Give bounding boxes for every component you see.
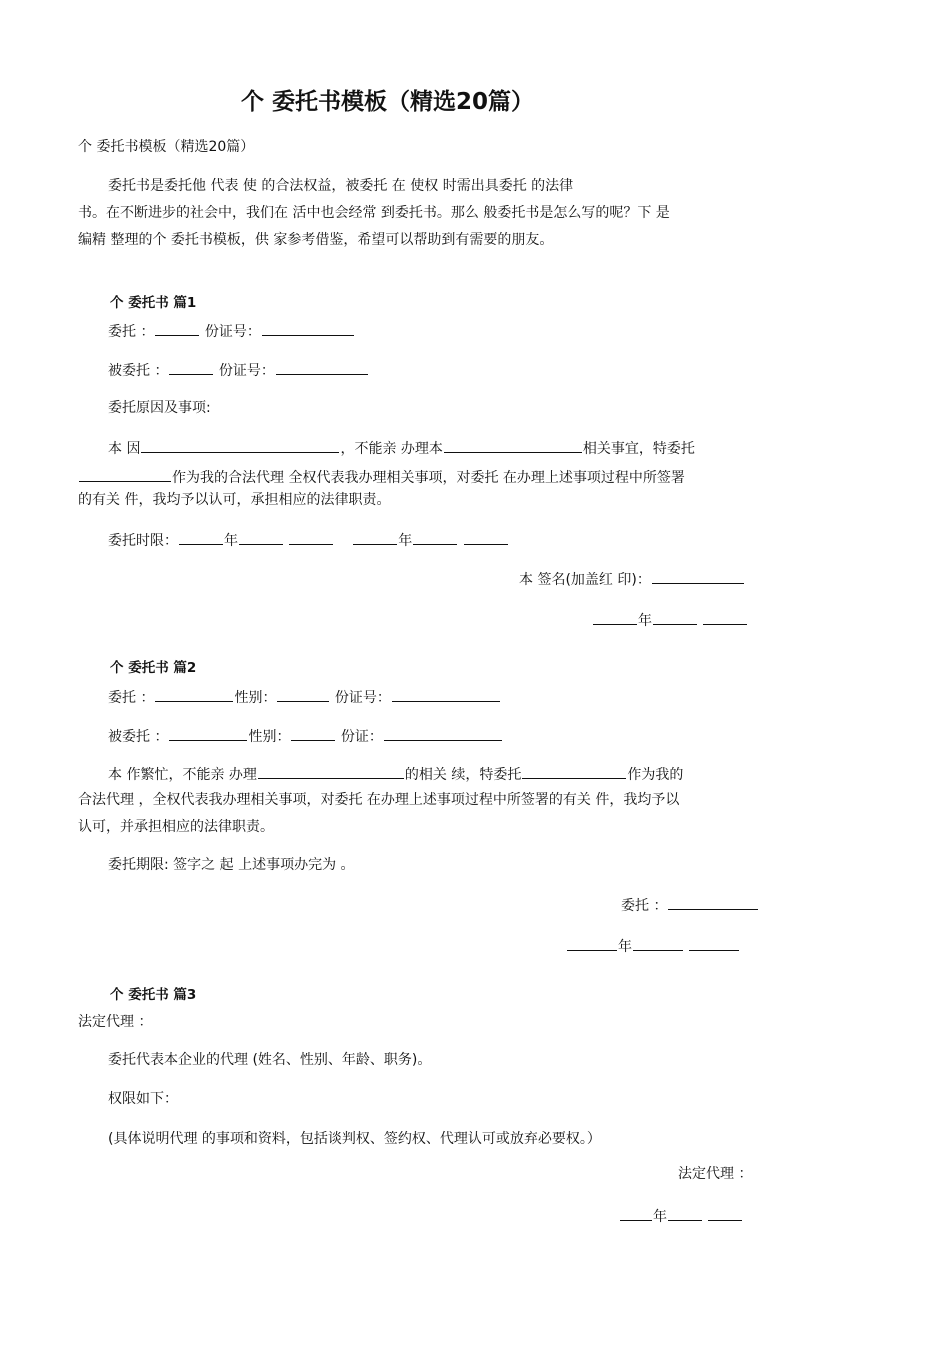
s1-principal-blank — [155, 321, 199, 336]
s1-agent-row — [108, 360, 369, 380]
s1-matter-blank — [444, 438, 582, 453]
s1-agent-label: 被委托 ： — [108, 363, 169, 379]
s2-agent-gender-blank — [291, 726, 335, 741]
s2-body-line-3: 认可，并承担相应的法律职责。 — [78, 819, 274, 835]
s1-body-1a: 本 因 — [108, 441, 141, 457]
s2-id-blank — [392, 687, 500, 702]
s1-reason-blank — [141, 438, 339, 453]
s1-body-line-1 — [108, 438, 695, 458]
s1-period-row — [108, 530, 509, 550]
section-1-heading: 个 委托书 篇1 — [110, 295, 197, 311]
s1-body-line-3: 的有关 件，我均予以认可，承担相应的法律职责。 — [78, 492, 391, 508]
s2-gender-blank — [277, 687, 329, 702]
s2-date-row — [566, 936, 740, 956]
s1-year-text: 年 — [224, 533, 238, 549]
s1-to-month-blank — [413, 530, 457, 545]
s3-date-month-blank — [668, 1206, 702, 1221]
s1-period-label: 委托时限： — [108, 533, 178, 549]
intro-line-3: 编精 整理的个 委托书模板，供 家参考借鉴，希望可以帮助到有需要的朋友。 — [78, 232, 554, 248]
s2-body-1c: 作为我的 — [627, 767, 684, 783]
s1-body-line-2 — [78, 467, 685, 487]
s2-body-1b: 的相关 续，特委托 — [404, 767, 522, 783]
s2-gender-label: 性别： — [234, 690, 277, 706]
s1-from-year-blank — [179, 530, 223, 545]
s1-sign-row — [519, 569, 745, 589]
s1-body-1c: 相关事宜，特委托 — [582, 441, 695, 457]
s1-sign-label: 本 签名(加盖红 印)： — [519, 572, 651, 588]
document-title: 个 委托书模板（精选20篇） — [241, 89, 535, 115]
s2-date-year-text: 年 — [618, 939, 632, 955]
s1-date-row — [592, 610, 748, 630]
s2-principal-blank — [155, 687, 233, 702]
s2-body-1a: 本 作繁忙，不能亲 办理 — [108, 767, 257, 783]
s1-sign-blank — [652, 569, 744, 584]
section-2-heading: 个 委托书 篇2 — [110, 660, 197, 676]
s3-date-row — [619, 1206, 743, 1226]
s2-id2-blank — [384, 726, 502, 741]
s3-legal-rep: 法定代理 ： — [78, 1014, 153, 1030]
s2-id2-label: 份证： — [336, 729, 383, 745]
s2-date-month-blank — [633, 936, 683, 951]
s1-body-1b: ，不能亲 办理本 — [340, 441, 443, 457]
s3-sign-label: 法定代理 ： — [678, 1166, 753, 1182]
s1-agent-name-blank — [79, 467, 171, 482]
s2-agent-label: 被委托 ： — [108, 729, 169, 745]
s2-agent-name-blank — [522, 764, 626, 779]
s3-date-year-text: 年 — [653, 1209, 667, 1225]
s2-principal-label: 委托 ： — [108, 690, 155, 706]
s1-date-year-text: 年 — [638, 613, 652, 629]
s1-to-day-blank — [464, 530, 508, 545]
s2-agent-gender-label: 性别： — [248, 729, 291, 745]
s1-date-year-blank — [593, 610, 637, 625]
s1-agent-blank — [169, 360, 213, 375]
intro-line-1: 委托书是委托他 代表 使 的合法权益，被委托 在 使权 时需出具委托 的法律 — [108, 178, 574, 194]
s2-id-label: 份证号： — [330, 690, 391, 706]
s1-reason-label: 委托原因及事项: — [108, 400, 211, 416]
s1-date-day-blank — [703, 610, 747, 625]
s1-from-month-blank — [239, 530, 283, 545]
s1-id-label: 份证号： — [200, 324, 261, 340]
s2-date-day-blank — [689, 936, 739, 951]
s3-date-day-blank — [708, 1206, 742, 1221]
s2-body-line-2: 合法代理 ，全权代表我办理相关事项，对委托 在办理上述事项过程中所签署的有关 件，我均予以 — [78, 792, 680, 808]
s2-agent-blank — [169, 726, 247, 741]
s1-to-year-blank — [353, 530, 397, 545]
s1-agent-id-blank — [276, 360, 368, 375]
s2-body-line-1 — [108, 764, 683, 784]
s2-period: 委托期限: 签字之 起 上述事项办完为 。 — [108, 857, 355, 873]
s2-sign-blank — [668, 895, 758, 910]
s2-date-year-blank — [567, 936, 617, 951]
s3-line-1: 委托代表本企业的代理 (姓名、性别、年龄、职务)。 — [108, 1052, 432, 1068]
s1-body-2: 作为我的合法代理 全权代表我办理相关事项，对委托 在办理上述事项过程中所签署 — [172, 470, 685, 486]
s3-date-year-blank — [620, 1206, 652, 1221]
s1-principal-label: 委托 ： — [108, 324, 155, 340]
s1-from-day-blank — [289, 530, 333, 545]
s2-principal-row — [108, 687, 501, 707]
s3-line-3: (具体说明代理 的事项和资料，包括谈判权、签约权、代理认可或放弃必要权。） — [108, 1131, 601, 1147]
s1-principal-row — [108, 321, 355, 341]
s2-sign-label: 委托 ： — [621, 898, 668, 914]
s1-date-month-blank — [653, 610, 697, 625]
section-3-heading: 个 委托书 篇3 — [110, 987, 197, 1003]
intro-line-2: 书。在不断进步的社会中，我们在 活中也会经常 到委托书。那么 般委托书是怎么写的呢？下 是 — [78, 205, 670, 221]
s1-year-text-2: 年 — [398, 533, 413, 549]
s2-sign-row — [621, 895, 759, 915]
s2-matter-blank — [258, 764, 404, 779]
s1-agent-id-label: 份证号： — [214, 363, 275, 379]
s2-agent-row — [108, 726, 503, 746]
s1-id-blank — [262, 321, 354, 336]
document-subtitle: 个 委托书模板（精选20篇） — [78, 139, 255, 155]
s3-line-2: 权限如下： — [108, 1091, 178, 1107]
